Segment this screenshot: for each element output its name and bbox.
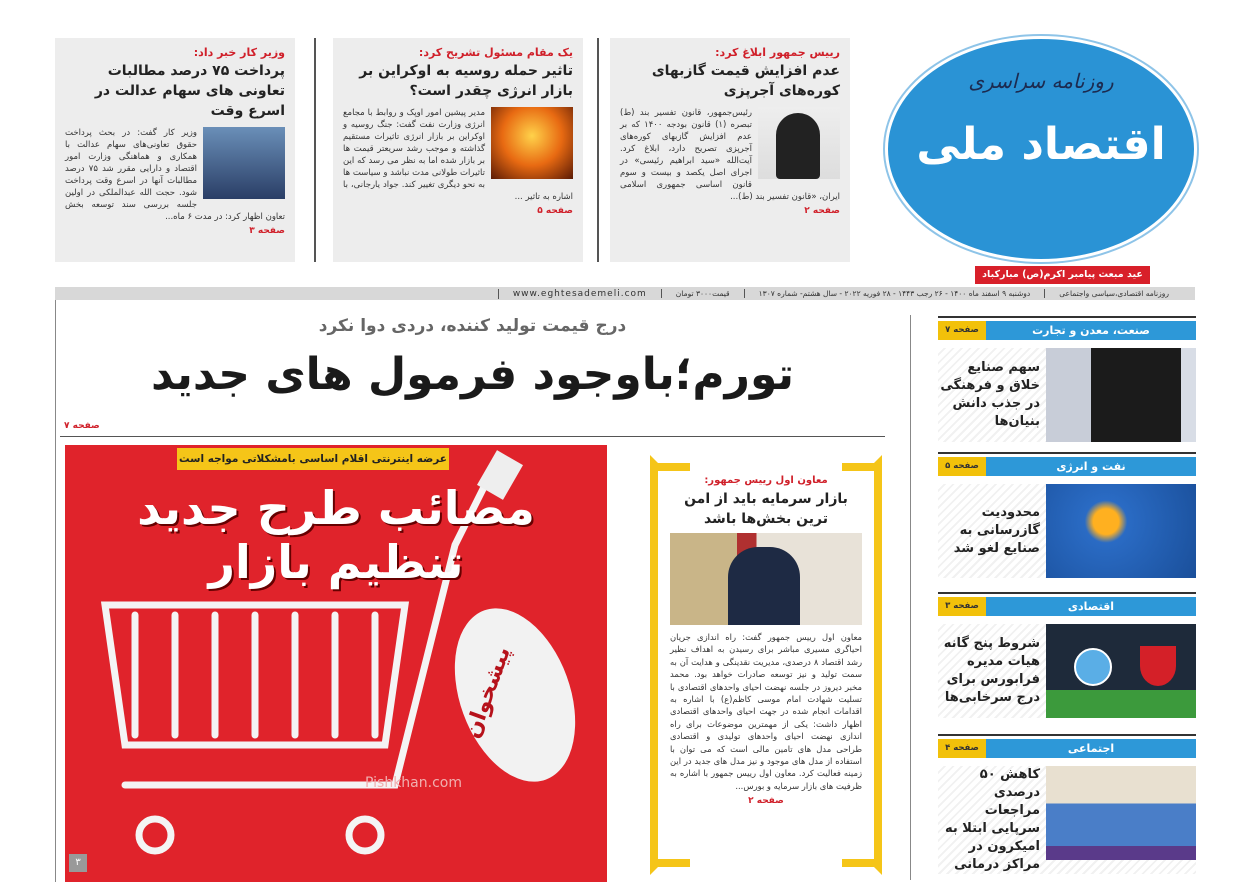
info-bar [55,287,1195,300]
price: قیمت۳۰۰۰ تومان [661,289,744,298]
story-body: رئیس‌جمهور، قانون تفسیر بند (ط) تبصره (۱) قانون بودجه ۱۴۰۰ که بر عدم افزایش گازبهای کوره‌های آجرپزی تصریح دارد، ابلاغ کرد. آیت‌الله «سید ابراهیم رئیسی» در اجرای اصل یکصد و بیست و سوم قانون اساسی جمهوری اسلامی ایران، «قانون تفسیر بند (ط)... [620,108,840,202]
logo-subtitle: روزنامه سراسری [968,69,1114,93]
paper-type: روزنامه اقتصادی،سیاسی واجتماعی [1044,289,1183,298]
section-page-link[interactable]: صفحه ۳ [938,597,986,616]
website-link[interactable]: www.eghtesademeli.com [498,289,661,299]
mouse [433,592,598,799]
ad-headline: مصائب طرح جدید تنظیم بازار [137,481,535,589]
section-headline[interactable]: شروط پنج گانه هیات مدیره فرابورس برای درج سرخابی‌ها [943,636,1040,705]
section-photo [1046,348,1196,442]
story-kicker: وزیر کار خبر داد: [193,46,285,59]
story-photo [758,107,840,179]
section-page-link[interactable]: صفحه ۵ [938,457,986,476]
column-divider [910,315,911,880]
section-economy[interactable] [938,592,1196,718]
story-body: وزیر کار گفت: در بحث پرداخت حقوق تعاونی‌های سهام عدالت با همکاری و هماهنگی وزارت امور اقتصاد و دارایی مقرر شد ۷۵ درصد مطالبات آنها در اسرع وقت پرداخت شود. حجت الله عبدالملکی در اولین جلسه بررسی سند توسعه بخش تعاون اظهار کرد: در مدت ۶ ماه... [65,128,285,222]
story-photo [203,127,285,199]
watermark-logo: پیشخوان [459,643,516,742]
story-kicker: یک مقام مسئول تشریح کرد: [418,46,573,59]
watermark-url: Pishkhan.com [365,775,462,791]
masthead-logo [885,36,1197,262]
section-title: صنعت، معدن و تجارت [986,321,1196,340]
section-headline[interactable]: کاهش ۵۰ درصدی مراجعات سرپایی ابتلا به امیکرون در مراکز درمانی [945,767,1040,872]
feature-box[interactable] [650,455,882,875]
divider [597,38,599,262]
logo-title: اقتصاد ملی [916,119,1166,170]
section-page-link[interactable]: صفحه ۷ [938,321,986,340]
lead-kicker: درج قیمت تولید کننده، دردی دوا نکرد [318,316,627,336]
lead-page-link[interactable]: صفحه ۷ [64,421,100,431]
section-page-link[interactable]: صفحه ۴ [938,739,986,758]
feature-page-link[interactable]: صفحه ۲ [748,796,784,807]
ad-page-number: ۳ [69,854,87,872]
top-story-raisi[interactable] [610,38,850,262]
top-story-energy[interactable] [333,38,583,262]
feature-body: معاون اول رییس جمهور گفت: راه اندازی جریان احیاگری مسیری مباشر برای رسیدن به اهداف نظیر رشد اقتصاد ۸ درصدی، مدیریت نقدینگی و هدایت آن به سمت تولید و نیز توسعه صادرات خواهد بود. محمد مخبر دیروز در جلسه نهضت احیای واحدهای اقتصادی با تسلیت شهادت امام موسی کاظم(ع) با اشاره به اقدامات انجام شده در جهت احیای واحدهای اقتصادی اظهار داشت: یکی از مهمترین موضوعات برای راه اندازی نهضت احیای واحدهای تولیدی و اقتصادی طراحی مدل های تامین مالی است که می توان با استفاده از مدل های موجود و نیز مدل های جدید در این زمینه فعالیت کرد. معاون اول رییس جمهور با اشاره به ظرفیت های بازار سرمایه و بورس... [670,632,863,791]
section-photo [1046,766,1196,860]
top-story-cooperatives[interactable] [55,38,295,262]
divider [314,38,316,262]
masthead-banner: عید مبعث پیامبر اکرم(ص) مبارکباد [975,266,1150,284]
section-energy[interactable] [938,452,1196,578]
section-title: نفت و انرژی [986,457,1196,476]
frame-left-border [55,300,56,882]
ad-tag: عرضه اینترنتی اقلام اساسی بامشکلاتی مواجه است [177,448,449,470]
section-photo [1046,484,1196,578]
section-photo [1046,624,1196,718]
section-social[interactable] [938,734,1196,874]
section-title: اقتصادی [986,597,1196,616]
feature-kicker: معاون اول رییس جمهور: [704,475,828,486]
lead-rule [60,436,885,437]
ad-market-regulation[interactable] [65,445,607,882]
story-page-link[interactable]: صفحه ۲ [804,206,840,216]
story-kicker: رییس جمهور ابلاغ کرد: [715,46,840,59]
story-headline[interactable]: تاثیر حمله روسیه به اوکراین بر بازار انرژی چقدر است؟ [359,63,573,99]
story-body: مدیر پیشین امور اوپک و روابط با مجامع انرژی وزارت نفت گفت: جنگ روسیه و اوکراین بر بازار انرژی تاثیرات مستقیم گذاشته و موجب رشد سریعتر قیمت ها بر بازار شده اما به نظر می رسد که این تاثیرات طولانی مدت نباشد و سیاست ها به نحو دیگری تغییر کند. جواد یارجانی، با اشاره به تاثیر ... [343,108,573,202]
story-headline[interactable]: پرداخت ۷۵ درصد مطالبات تعاونی های سهام عدالت در اسرع وقت [94,63,285,119]
section-headline[interactable]: سهم صنایع خلاق و فرهنگی در جذب دانش بنیان‌ها [940,360,1040,429]
story-headline[interactable]: عدم افزایش قیمت گازبهای کوره‌های آجرپزی [651,63,840,99]
issue-date: دوشنبه ۹ اسفند ماه ۱۴۰۰ - ۲۶ رجب ۱۴۴۳ - ۲۸ فوریه ۲۰۲۲ - سال هشتم- شماره ۱۳۰۷ [744,289,1045,298]
oil-pump-photo [491,107,573,179]
section-title: اجتماعی [986,739,1196,758]
feature-photo [670,533,862,625]
lead-headline[interactable]: تورم؛باوجود فرمول های جدید [150,349,795,400]
section-headline[interactable]: محدودیت گازرسانی به صنایع لغو شد [953,505,1040,556]
section-industry[interactable] [938,316,1196,442]
story-page-link[interactable]: صفحه ۳ [249,226,285,236]
feature-headline[interactable]: بازار سرمایه باید از امن ترین بخش‌ها باشد [684,491,848,527]
story-page-link[interactable]: صفحه ۵ [537,206,573,216]
